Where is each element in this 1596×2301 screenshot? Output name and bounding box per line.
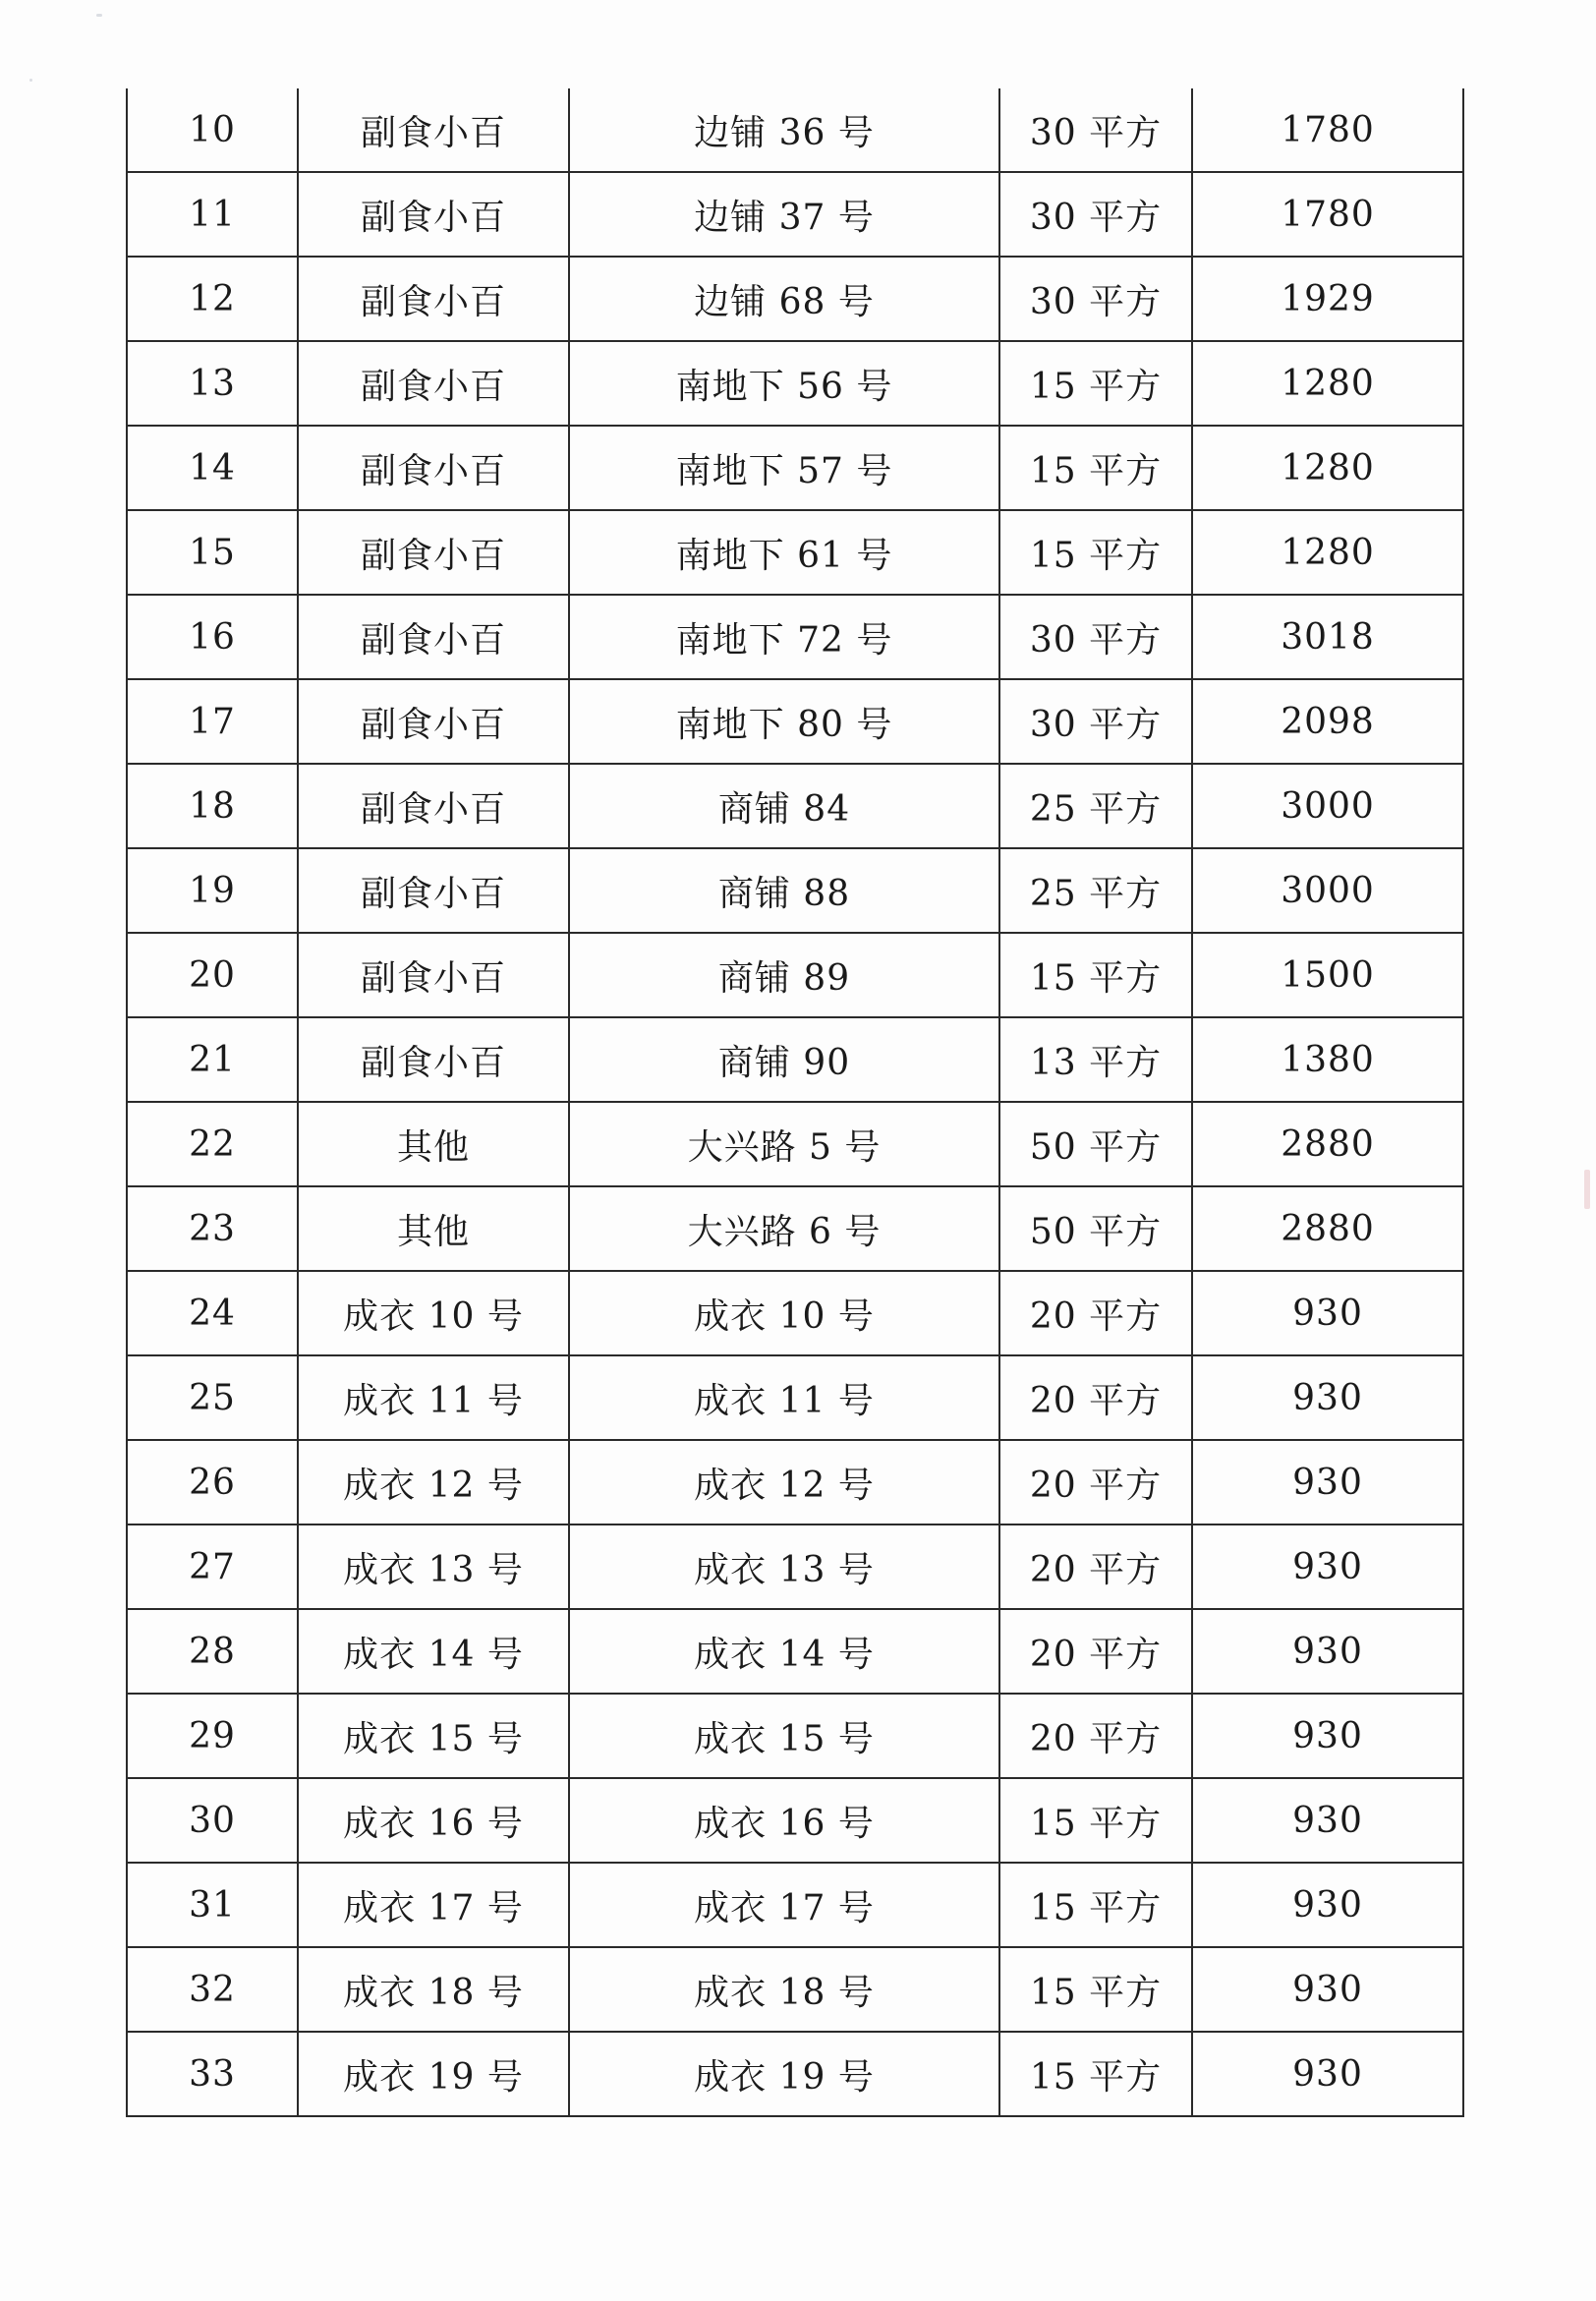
category-cell: 副食小百	[298, 1017, 569, 1102]
location-cell: 南地下 72 号	[569, 595, 999, 679]
row-number-cell: 10	[127, 88, 298, 172]
row-number-cell: 31	[127, 1863, 298, 1947]
area-cell: 20 平方	[999, 1355, 1192, 1440]
row-number-cell: 26	[127, 1440, 298, 1524]
area-cell: 30 平方	[999, 88, 1192, 172]
rent-cell: 3000	[1192, 764, 1463, 848]
rent-cell: 2098	[1192, 679, 1463, 764]
area-cell: 50 平方	[999, 1102, 1192, 1186]
scan-speck	[29, 79, 32, 82]
area-cell: 30 平方	[999, 595, 1192, 679]
table-row	[127, 1694, 1463, 1778]
location-cell: 成衣 11 号	[569, 1355, 999, 1440]
location-cell: 大兴路 5 号	[569, 1102, 999, 1186]
location-cell: 商铺 90	[569, 1017, 999, 1102]
rent-cell: 1929	[1192, 257, 1463, 341]
row-number-cell: 27	[127, 1524, 298, 1609]
table-row	[127, 1271, 1463, 1355]
category-cell: 副食小百	[298, 510, 569, 595]
area-cell: 15 平方	[999, 426, 1192, 510]
table-row	[127, 848, 1463, 933]
area-cell: 25 平方	[999, 848, 1192, 933]
table-row	[127, 1355, 1463, 1440]
row-number-cell: 21	[127, 1017, 298, 1102]
rent-cell: 930	[1192, 1778, 1463, 1863]
table-row	[127, 1017, 1463, 1102]
row-number-cell: 24	[127, 1271, 298, 1355]
row-number-cell: 28	[127, 1609, 298, 1694]
category-cell: 副食小百	[298, 848, 569, 933]
rent-cell: 930	[1192, 1440, 1463, 1524]
area-cell: 20 平方	[999, 1524, 1192, 1609]
rent-cell: 1780	[1192, 172, 1463, 257]
location-cell: 成衣 14 号	[569, 1609, 999, 1694]
location-cell: 大兴路 6 号	[569, 1186, 999, 1271]
category-cell: 成衣 11 号	[298, 1355, 569, 1440]
location-cell: 边铺 37 号	[569, 172, 999, 257]
area-cell: 20 平方	[999, 1271, 1192, 1355]
location-cell: 南地下 57 号	[569, 426, 999, 510]
row-number-cell: 14	[127, 426, 298, 510]
location-cell: 商铺 84	[569, 764, 999, 848]
table-row	[127, 1947, 1463, 2032]
location-cell: 成衣 10 号	[569, 1271, 999, 1355]
area-cell: 15 平方	[999, 1778, 1192, 1863]
row-number-cell: 29	[127, 1694, 298, 1778]
location-cell: 商铺 89	[569, 933, 999, 1017]
category-cell: 副食小百	[298, 426, 569, 510]
rent-cell: 930	[1192, 1947, 1463, 2032]
table-row	[127, 257, 1463, 341]
row-number-cell: 19	[127, 848, 298, 933]
category-cell: 成衣 12 号	[298, 1440, 569, 1524]
table-row	[127, 679, 1463, 764]
row-number-cell: 32	[127, 1947, 298, 2032]
rent-cell: 1380	[1192, 1017, 1463, 1102]
table-row	[127, 510, 1463, 595]
area-cell: 15 平方	[999, 933, 1192, 1017]
area-cell: 15 平方	[999, 341, 1192, 426]
row-number-cell: 18	[127, 764, 298, 848]
location-cell: 边铺 36 号	[569, 88, 999, 172]
category-cell: 副食小百	[298, 595, 569, 679]
category-cell: 成衣 10 号	[298, 1271, 569, 1355]
category-cell: 副食小百	[298, 933, 569, 1017]
location-cell: 成衣 15 号	[569, 1694, 999, 1778]
category-cell: 成衣 15 号	[298, 1694, 569, 1778]
row-number-cell: 20	[127, 933, 298, 1017]
category-cell: 成衣 13 号	[298, 1524, 569, 1609]
rent-cell: 930	[1192, 1609, 1463, 1694]
table-row	[127, 2032, 1463, 2116]
category-cell: 副食小百	[298, 679, 569, 764]
rent-cell: 2880	[1192, 1186, 1463, 1271]
category-cell: 副食小百	[298, 257, 569, 341]
table-row	[127, 426, 1463, 510]
scan-speck	[96, 14, 102, 17]
rent-cell: 1280	[1192, 510, 1463, 595]
table-row	[127, 1102, 1463, 1186]
rent-cell: 930	[1192, 2032, 1463, 2116]
area-cell: 50 平方	[999, 1186, 1192, 1271]
category-cell: 成衣 16 号	[298, 1778, 569, 1863]
row-number-cell: 17	[127, 679, 298, 764]
rent-cell: 930	[1192, 1271, 1463, 1355]
table-row	[127, 1440, 1463, 1524]
area-cell: 15 平方	[999, 1947, 1192, 2032]
row-number-cell: 11	[127, 172, 298, 257]
table-row	[127, 341, 1463, 426]
category-cell: 其他	[298, 1186, 569, 1271]
row-number-cell: 16	[127, 595, 298, 679]
location-cell: 成衣 13 号	[569, 1524, 999, 1609]
row-number-cell: 23	[127, 1186, 298, 1271]
category-cell: 成衣 19 号	[298, 2032, 569, 2116]
location-cell: 成衣 16 号	[569, 1778, 999, 1863]
row-number-cell: 30	[127, 1778, 298, 1863]
rent-cell: 930	[1192, 1694, 1463, 1778]
rent-cell: 3000	[1192, 848, 1463, 933]
area-cell: 20 平方	[999, 1609, 1192, 1694]
rent-cell: 3018	[1192, 595, 1463, 679]
area-cell: 13 平方	[999, 1017, 1192, 1102]
table-row	[127, 1863, 1463, 1947]
location-cell: 南地下 56 号	[569, 341, 999, 426]
table-row	[127, 172, 1463, 257]
rent-cell: 1500	[1192, 933, 1463, 1017]
category-cell: 成衣 14 号	[298, 1609, 569, 1694]
area-cell: 15 平方	[999, 510, 1192, 595]
row-number-cell: 13	[127, 341, 298, 426]
area-cell: 30 平方	[999, 679, 1192, 764]
location-cell: 边铺 68 号	[569, 257, 999, 341]
area-cell: 15 平方	[999, 1863, 1192, 1947]
table-row	[127, 1186, 1463, 1271]
table-body	[127, 88, 1463, 2116]
table-row	[127, 88, 1463, 172]
row-number-cell: 25	[127, 1355, 298, 1440]
area-cell: 30 平方	[999, 172, 1192, 257]
rental-table	[126, 88, 1464, 2117]
row-number-cell: 15	[127, 510, 298, 595]
category-cell: 副食小百	[298, 764, 569, 848]
area-cell: 20 平方	[999, 1694, 1192, 1778]
table-row	[127, 595, 1463, 679]
category-cell: 副食小百	[298, 88, 569, 172]
location-cell: 南地下 61 号	[569, 510, 999, 595]
area-cell: 30 平方	[999, 257, 1192, 341]
rent-cell: 1280	[1192, 426, 1463, 510]
table-row	[127, 1778, 1463, 1863]
rent-cell: 1280	[1192, 341, 1463, 426]
category-cell: 成衣 18 号	[298, 1947, 569, 2032]
location-cell: 成衣 17 号	[569, 1863, 999, 1947]
category-cell: 其他	[298, 1102, 569, 1186]
row-number-cell: 12	[127, 257, 298, 341]
area-cell: 15 平方	[999, 2032, 1192, 2116]
location-cell: 成衣 18 号	[569, 1947, 999, 2032]
rent-cell: 930	[1192, 1355, 1463, 1440]
scan-speck	[1584, 1170, 1590, 1209]
rent-cell: 1780	[1192, 88, 1463, 172]
table-row	[127, 1609, 1463, 1694]
rent-cell: 930	[1192, 1524, 1463, 1609]
area-cell: 25 平方	[999, 764, 1192, 848]
category-cell: 成衣 17 号	[298, 1863, 569, 1947]
location-cell: 成衣 12 号	[569, 1440, 999, 1524]
location-cell: 南地下 80 号	[569, 679, 999, 764]
category-cell: 副食小百	[298, 341, 569, 426]
area-cell: 20 平方	[999, 1440, 1192, 1524]
table-row	[127, 764, 1463, 848]
row-number-cell: 33	[127, 2032, 298, 2116]
table-row	[127, 933, 1463, 1017]
rent-cell: 2880	[1192, 1102, 1463, 1186]
location-cell: 成衣 19 号	[569, 2032, 999, 2116]
rent-cell: 930	[1192, 1863, 1463, 1947]
table-row	[127, 1524, 1463, 1609]
row-number-cell: 22	[127, 1102, 298, 1186]
category-cell: 副食小百	[298, 172, 569, 257]
location-cell: 商铺 88	[569, 848, 999, 933]
